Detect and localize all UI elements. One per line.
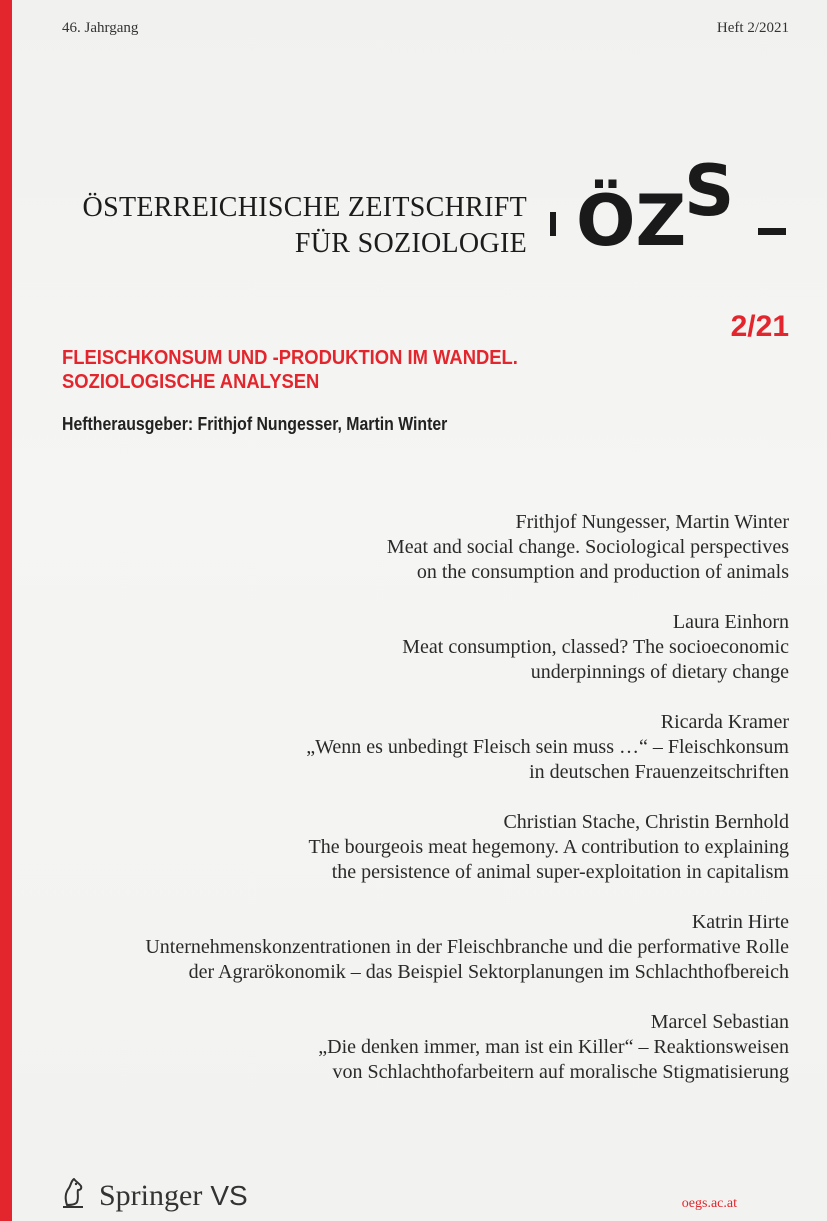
publisher-logo <box>55 1175 248 1216</box>
journal-title-line1: ÖSTERREICHISCHE ZEITSCHRIFT <box>82 192 527 223</box>
article-title-line: der Agrarökonomik – das Beispiel Sektorplanungen im Schlachthofbereich <box>188 961 789 983</box>
article-authors: Marcel Sebastian <box>650 1011 789 1033</box>
springer-horse-icon <box>55 1175 91 1216</box>
article-title-line: on the consumption and production of animals <box>416 561 789 583</box>
article-title-line: the persistence of animal super-exploitation in capitalism <box>331 861 789 883</box>
journal-title-line2: FÜR SOZIOLOGIE <box>294 228 527 259</box>
article-title-line: Meat consumption, classed? The socioeconomic <box>402 636 789 658</box>
article-title-line: „Die denken immer, man ist ein Killer“ – Reaktionsweisen <box>318 1036 789 1058</box>
red-edge-bar <box>0 0 12 1221</box>
article-authors: Ricarda Kramer <box>660 711 789 733</box>
issue-theme <box>62 346 518 394</box>
article-authors: Christian Stache, Christin Bernhold <box>503 811 789 833</box>
article-authors: Katrin Hirte <box>691 911 789 933</box>
publisher-imprint: VS <box>210 1179 248 1211</box>
logo-tick-left <box>550 212 556 236</box>
issue-theme-line2: SOZIOLOGISCHE ANALYSEN <box>62 371 320 393</box>
article-entry <box>69 910 789 985</box>
article-title-line: von Schlachthofarbeitern auf moralische Stigmatisierung <box>332 1061 789 1083</box>
publisher-name: Springer <box>99 1178 203 1212</box>
logo-s-text: S <box>684 150 735 232</box>
article-title-line: „Wenn es unbedingt Fleisch sein muss …“ – Fleischkonsum <box>306 736 789 758</box>
article-title-line: Unternehmenskonzentrationen in der Fleischbranche und die performative Rolle <box>145 936 789 958</box>
article-entry <box>69 510 789 585</box>
issue-theme-line1: FLEISCHKONSUM UND -PRODUKTION IM WANDEL. <box>62 347 518 369</box>
volume-label: 46. Jahrgang <box>62 20 139 36</box>
article-entry <box>69 810 789 885</box>
issue-number: 2/21 <box>730 310 789 343</box>
article-entry <box>69 610 789 685</box>
issue-label: Heft 2/2021 <box>716 20 789 36</box>
article-authors: Laura Einhorn <box>672 611 789 633</box>
oezs-logo <box>548 150 798 270</box>
logo-oz-text: ÖZ <box>576 180 687 262</box>
issue-editors: Heftherausgeber: Frithjof Nungesser, Martin Winter <box>62 414 448 434</box>
article-title-line: underpinnings of dietary change <box>530 661 789 683</box>
article-title-line: The bourgeois meat hegemony. A contribution to explaining <box>308 836 789 858</box>
journal-title <box>60 190 527 262</box>
logo-tick-right <box>758 228 786 235</box>
article-title-line: in deutschen Frauenzeitschriften <box>529 761 789 783</box>
article-entry <box>69 1010 789 1085</box>
website-link[interactable]: oegs.ac.at <box>681 1196 737 1211</box>
article-authors: Frithjof Nungesser, Martin Winter <box>515 511 789 533</box>
article-title-line: Meat and social change. Sociological perspectives <box>386 536 789 558</box>
table-of-contents <box>69 510 789 1110</box>
article-entry <box>69 710 789 785</box>
